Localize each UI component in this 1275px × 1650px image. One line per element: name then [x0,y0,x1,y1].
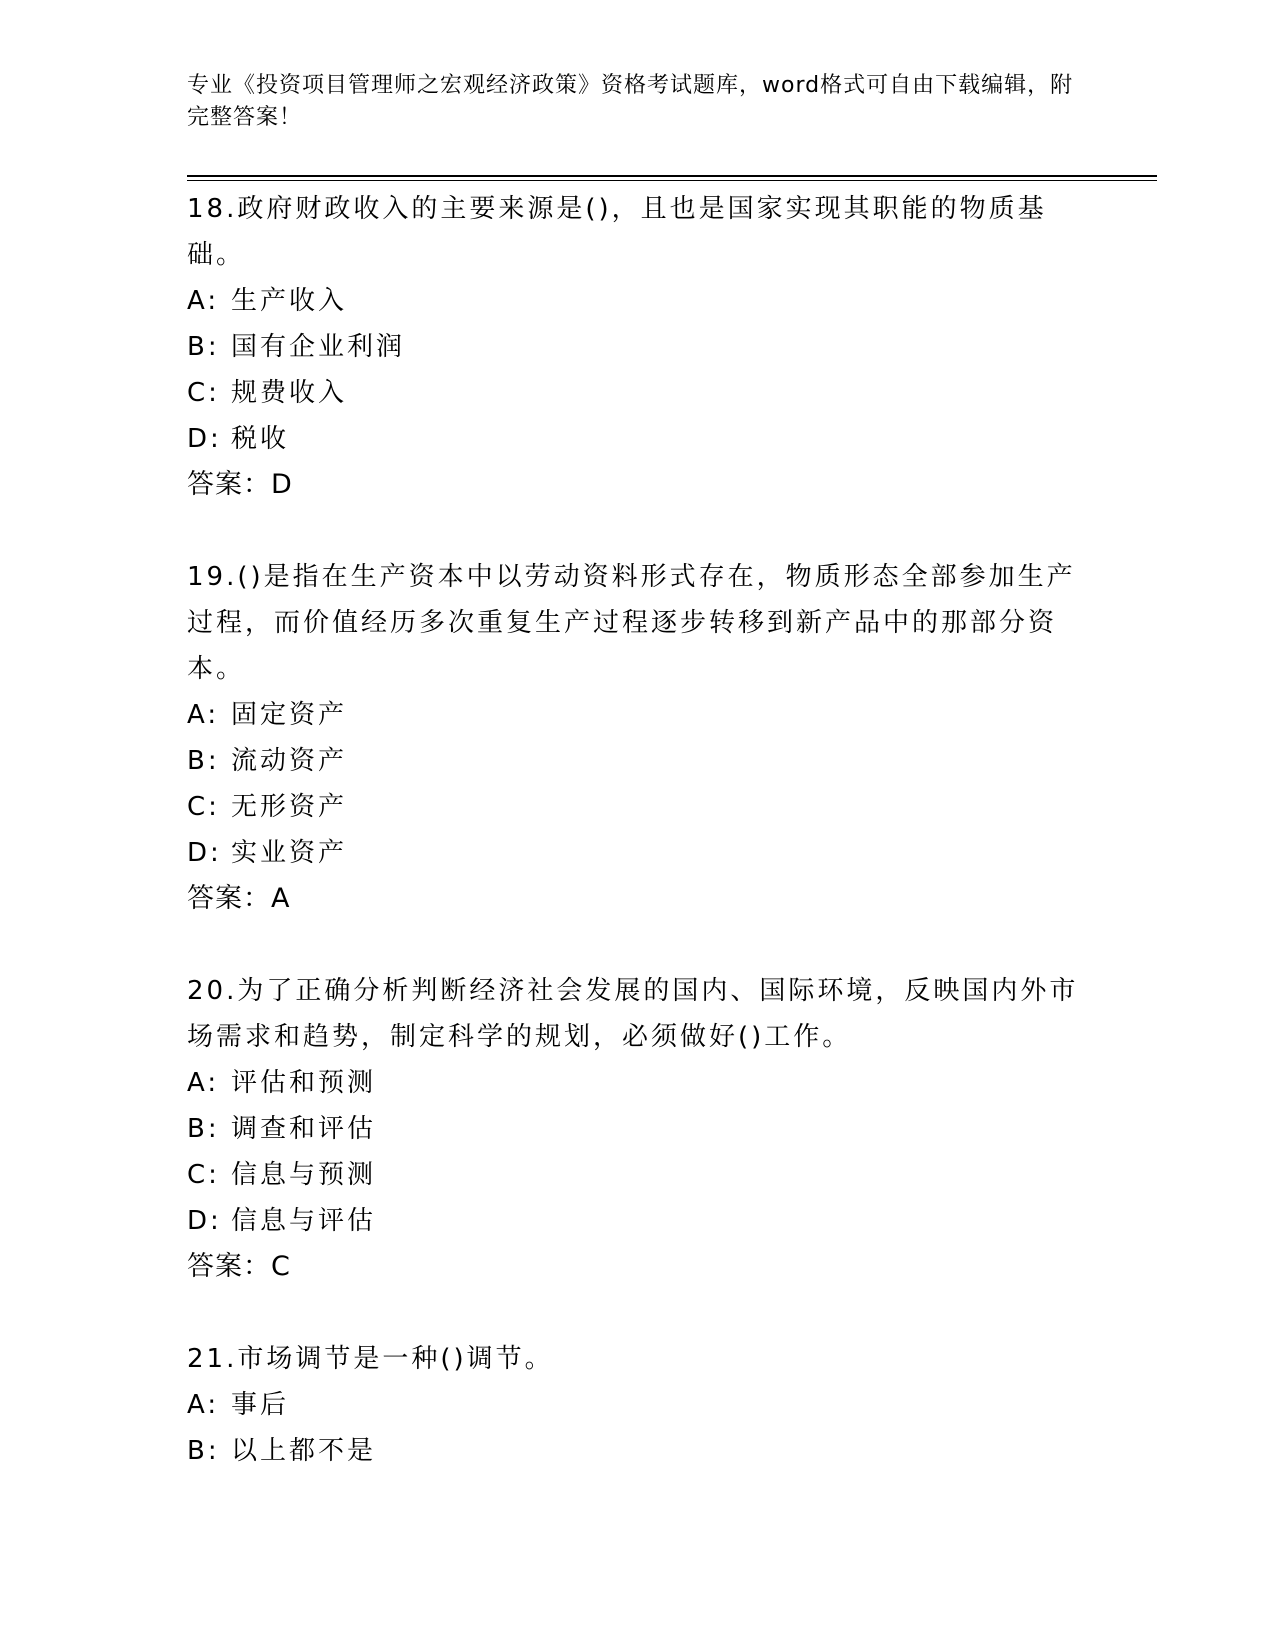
option-b [187,1106,1092,1152]
option-text: 生产收入 [231,286,348,316]
document-header: 专业《投资项目管理师之宏观经济政策》资格考试题库，word格式可自由下载编辑，附完整答案！ [187,73,1074,130]
option-text: 信息与预测 [231,1160,377,1190]
option-d [187,416,1092,462]
option-c [187,784,1092,830]
option-label: B: [187,1114,220,1144]
question-21 [187,1336,1092,1474]
option-label: B: [187,332,220,362]
question-stem: 20.为了正确分析判断经济社会发展的国内、国际环境，反映国内外市场需求和趋势，制定科学的规划，必须做好()工作。 [187,976,1079,1052]
answer-line: 答案：D [187,469,293,500]
document-page [187,70,1092,1520]
option-label: A: [187,286,220,316]
option-text: 事后 [231,1390,290,1420]
option-a [187,692,1092,738]
option-text: 规费收入 [231,378,348,408]
answer-line: 答案：C [187,1251,291,1282]
option-b [187,738,1092,784]
option-label: B: [187,1436,220,1466]
option-b [187,324,1092,370]
option-a [187,1382,1092,1428]
option-text: 国有企业利润 [231,332,406,362]
option-label: D: [187,424,222,454]
option-text: 固定资产 [231,700,348,730]
option-c [187,1152,1092,1198]
option-label: A: [187,700,220,730]
option-c [187,370,1092,416]
option-a [187,1060,1092,1106]
option-text: 调查和评估 [231,1114,377,1144]
option-d [187,830,1092,876]
option-text: 税收 [231,424,290,454]
option-label: B: [187,746,220,776]
option-text: 流动资产 [231,746,348,776]
option-label: A: [187,1390,220,1420]
option-label: A: [187,1068,220,1098]
question-18 [187,186,1092,508]
option-text: 实业资产 [231,838,348,868]
header-divider [187,175,1157,181]
option-a [187,278,1092,324]
option-label: D: [187,838,222,868]
option-label: C: [187,1160,220,1190]
question-20 [187,968,1092,1290]
option-text: 以上都不是 [231,1436,377,1466]
answer-line: 答案：A [187,883,291,914]
option-label: C: [187,792,220,822]
question-stem: 18.政府财政收入的主要来源是()，且也是国家实现其职能的物质基础。 [187,194,1047,270]
option-b [187,1428,1092,1474]
option-label: C: [187,378,220,408]
question-19 [187,554,1092,922]
option-d [187,1198,1092,1244]
option-label: D: [187,1206,222,1236]
question-stem: 19.()是指在生产资本中以劳动资料形式存在，物质形态全部参加生产过程，而价值经历多次重复生产过程逐步转移到新产品中的那部分资本。 [187,562,1076,684]
question-stem: 21.市场调节是一种()调节。 [187,1344,554,1374]
option-text: 信息与评估 [231,1206,377,1236]
option-text: 无形资产 [231,792,348,822]
question-list [187,186,1092,1474]
option-text: 评估和预测 [231,1068,377,1098]
